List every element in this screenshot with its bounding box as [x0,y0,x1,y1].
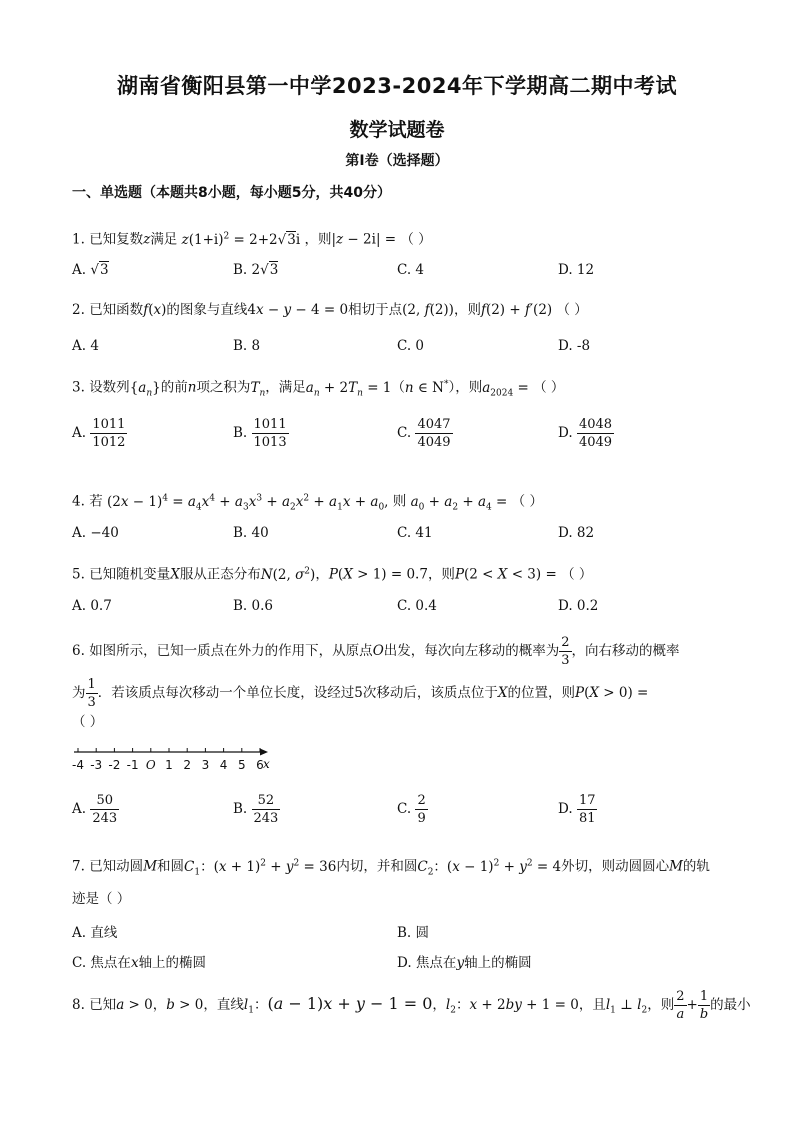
q3-option-a[interactable]: A. $\frac{1011}{1012}$ [72,417,126,450]
q1-option-a[interactable]: A. √3 [72,262,109,278]
question-6-line1: 6. 如图所示，已知一质点在外力的作用下，从原点O出发，每次向左移动的概率为 $\frac{2}{3}$ ，向右移动的概率 [72,635,680,668]
q6-option-b[interactable]: B. $\frac{52}{243}$ [233,793,279,826]
question-5: 5. 已知随机变量X服从正态分布N(2, $\sigma^2$)，P(X > 1) = 0.7，则P(2 < X < 3) = （ ） [72,566,593,583]
number-line-label: -2 [108,758,121,772]
q7-option-d[interactable]: D. 焦点在y轴上的椭圆 [397,955,532,971]
question-4: 4. 若 $(2x - 1)^4 = a_4x^4 + a_3x^3 + a_2x^2 + a_1x + a_0$, 则 $a_0 + a_2 + a_4$ = （ ） [72,493,543,513]
equation: $z(1+i)^2 = 2+2√3i$ [181,231,301,248]
q4-option-b[interactable]: B. 40 [233,525,269,541]
question-6-line2: 为 $\frac{1}{3}$ ．若该质点每次移动一个单位长度，设经过5次移动后，该质点位于X的位置，则P(X > 0) = [72,677,649,710]
q1-option-b[interactable]: B. 2√3 [233,262,279,278]
number-line-label: -3 [90,758,103,772]
number-line-diagram [70,742,290,774]
q4-option-d[interactable]: D. 82 [558,525,595,541]
number-line-label: 6 [256,758,264,772]
number-line-label: 4 [219,758,228,772]
q5-option-d[interactable]: D. 0.2 [558,598,599,614]
number-line-label: 3 [201,758,210,772]
q1-option-c[interactable]: C. 4 [397,262,425,278]
exam-subject: 数学试题卷 [349,119,445,141]
q7-option-b[interactable]: B. 圆 [397,925,430,941]
question-8: 8. 已知a > 0，b > 0，直线$l_1$：(a − 1)x + y − 1 = 0，$l_2$：x + 2by + 1 = 0，且$l_1$ ⊥ $l_2$，则 $\frac{2}{a}$ + $\frac{1}{b}$ 的最小 [72,989,751,1022]
question-6-paren: （ ） [72,714,104,730]
q2-option-c[interactable]: C. 0 [397,338,425,354]
number-line-label: 1 [165,758,173,772]
q3-option-c[interactable]: C. $\frac{4047}{4049}$ [397,417,451,450]
question-3: 3. 设数列$\{a_n\}$的前n项之积为$T_n$，满足$a_n + 2T_n = 1(n$ ∈ N*），则$a_{2024}$ = （ ） [72,379,565,399]
section-heading: 一、单选题（本题共8小题，每小题5分，共40分） [72,185,391,201]
number-line-label: 5 [237,758,246,772]
arrow-icon [260,749,268,756]
q2-option-b[interactable]: B. 8 [233,338,261,354]
exam-title: 湖南省衡阳县第一中学2023-2024年下学期高二期中考试 [116,74,678,98]
q5-option-b[interactable]: B. 0.6 [233,598,273,614]
q3-option-b[interactable]: B. $\frac{1011}{1013}$ [233,417,287,450]
question-7-line2: 迹是（ ） [72,891,131,907]
number-line-label: O [145,758,156,772]
number-line-label: -1 [126,758,139,772]
q5-option-c[interactable]: C. 0.4 [397,598,437,614]
q1-option-d[interactable]: D. 12 [558,262,595,278]
number-line-label: 2 [183,758,192,772]
q6-option-a[interactable]: A. $\frac{50}{243}$ [72,793,118,826]
q6-option-c[interactable]: C. $\frac{2}{9}$ [397,793,426,826]
question-1: 1. 已知复数z满足 $z(1+i)^2 = 2+2√3i$ ，则|z − 2i| = （ ） [72,231,432,248]
q7-option-c[interactable]: C. 焦点在x轴上的椭圆 [72,955,207,971]
q4-option-c[interactable]: C. 41 [397,525,433,541]
number-line-label: -4 [72,758,84,772]
question-2: 2. 已知函数f(x)的图象与直线4x − y − 4 = 0相切于点(2, f(2))，则f(2) + f′(2) （ ） [72,302,588,318]
question-7-line1: 7. 已知动圆M和圆$C_1$：$(x + 1)^2 + y^2 = 36$内切，并和圆$C_2$：$(x - 1)^2 + y^2 = 4$外切，则动圆圆心M的轨 [72,858,710,878]
q2-option-a[interactable]: A. 4 [72,338,99,354]
q7-option-a[interactable]: A. 直线 [72,925,118,941]
axis-label: x [263,757,270,771]
q2-option-d[interactable]: D. -8 [558,338,591,354]
volume-heading: 第Ⅰ卷（选择题） [345,153,449,169]
question-number: 1. [72,231,85,248]
q6-option-d[interactable]: D. $\frac{17}{81}$ [558,793,596,826]
q3-option-d[interactable]: D. $\frac{4048}{4049}$ [558,417,613,450]
q4-option-a[interactable]: A. −40 [72,525,119,541]
q5-option-a[interactable]: A. 0.7 [72,598,112,614]
